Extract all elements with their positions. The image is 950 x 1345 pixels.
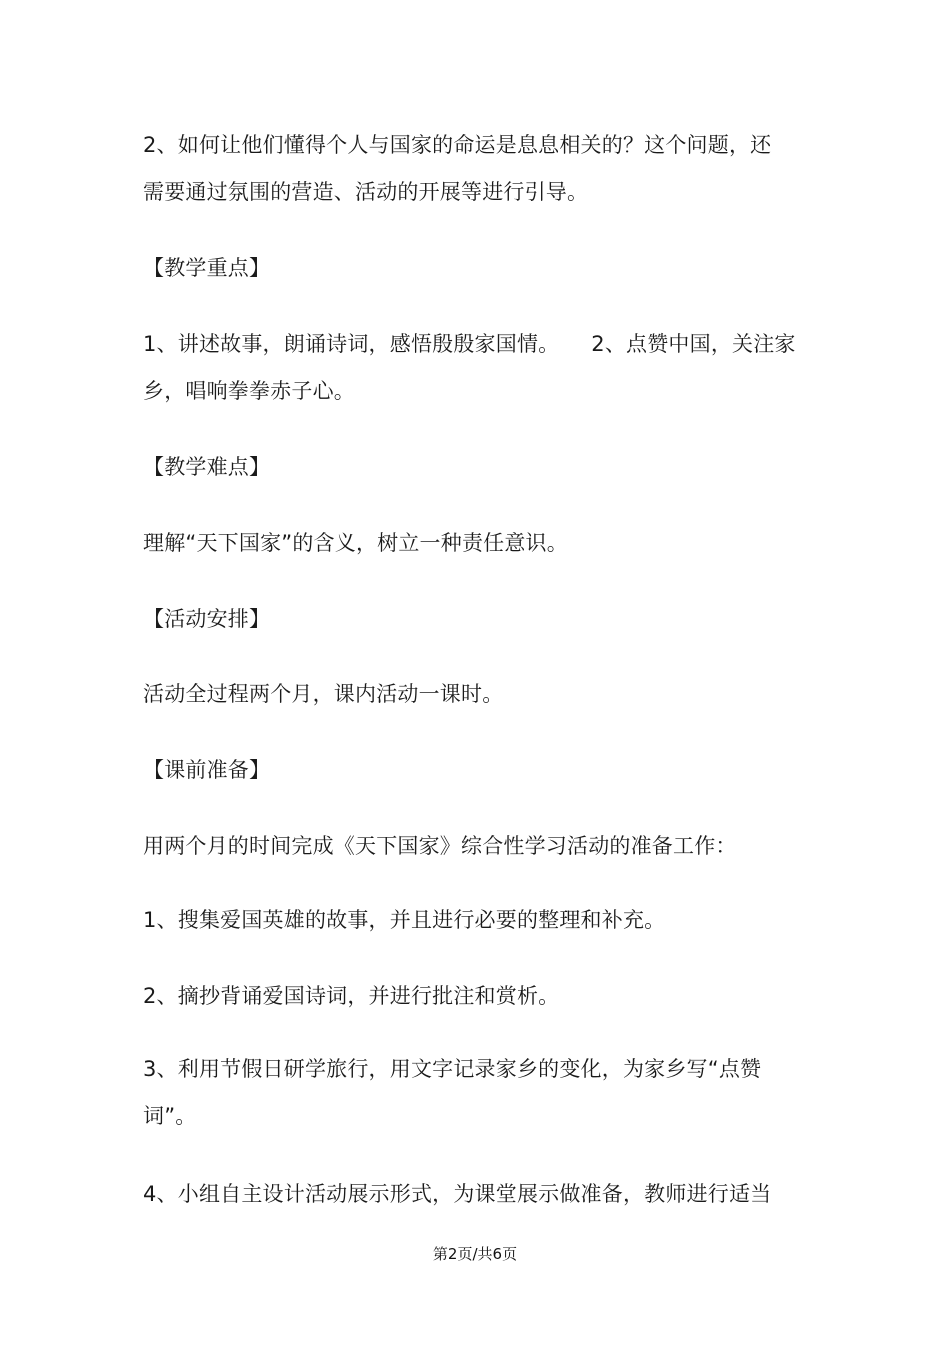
page-footer: 第2页/共6页 [432,1245,518,1263]
heading-pre-class-preparation: 【课前准备】 [143,758,271,782]
paragraph-focus-line-2: 乡，唱响拳拳赤子心。 [143,379,355,403]
list-item-4-line-1: 4、小组自主设计活动展示形式，为课堂展示做准备，教师进行适当 [143,1182,772,1206]
paragraph-difficulty: 理解“天下国家”的含义，树立一种责任意识。 [143,531,568,555]
list-item-2: 2、摘抄背诵爱国诗词，并进行批注和赏析。 [143,984,560,1008]
paragraph-arrangement: 活动全过程两个月，课内活动一课时。 [143,682,504,706]
paragraph-question-2-line-2: 需要通过氛围的营造、活动的开展等进行引导。 [143,180,589,204]
paragraph-question-2-line-1: 2、如何让他们懂得个人与国家的命运是息息相关的？这个问题，还 [143,133,772,157]
heading-teaching-difficulty: 【教学难点】 [143,455,271,479]
list-item-1: 1、搜集爱国英雄的故事，并且进行必要的整理和补充。 [143,908,666,932]
heading-teaching-focus: 【教学重点】 [143,256,271,280]
heading-activity-arrangement: 【活动安排】 [143,607,271,631]
paragraph-preparation-intro: 用两个月的时间完成《天下国家》综合性学习活动的准备工作： [143,834,737,858]
paragraph-focus-line-1: 1、讲述故事，朗诵诗词，感悟殷殷家国情。 2、点赞中国，关注家 [143,332,796,356]
list-item-3-line-1: 3、利用节假日研学旅行，用文字记录家乡的变化，为家乡写“点赞 [143,1057,762,1081]
list-item-3-line-2: 词”。 [143,1104,197,1128]
